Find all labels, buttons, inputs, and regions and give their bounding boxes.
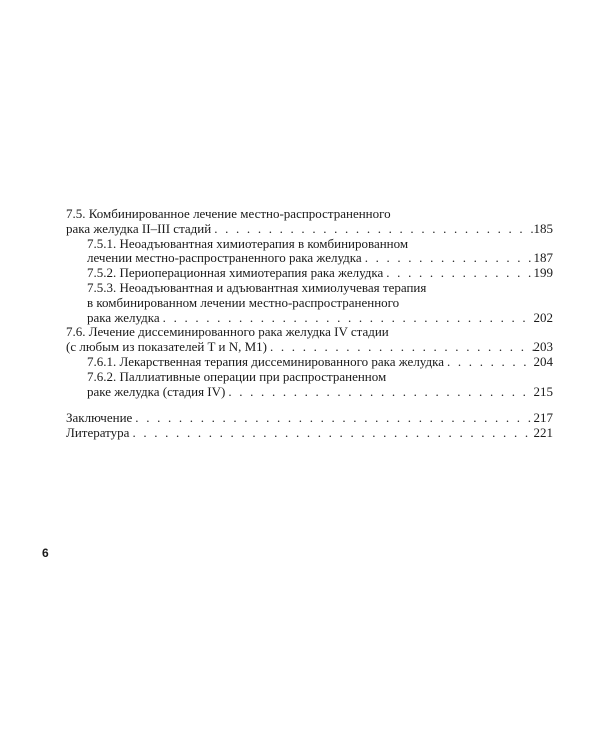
toc-page-number: 221 <box>533 425 553 441</box>
dot-leader <box>362 251 534 266</box>
toc-line <box>87 266 553 281</box>
toc-line <box>66 325 553 340</box>
toc-entry-title: рака желудка II–III стадий <box>66 220 212 236</box>
toc-entry-title: 7.5.2. Периоперационная химиотерапия рака желудка <box>87 265 384 281</box>
table-of-contents <box>66 207 553 441</box>
section-spacer <box>66 399 553 411</box>
toc-entry-title: рака желудка <box>87 309 160 325</box>
toc-entry-7-6-1 <box>66 355 553 370</box>
dot-leader <box>211 222 533 237</box>
dot-leader <box>225 385 533 400</box>
toc-entry-7-6-2 <box>66 370 553 400</box>
toc-entry-title: 7.5. Комбинированное лечение местно-распространенного <box>66 206 391 221</box>
toc-line <box>66 426 553 441</box>
toc-page-number: 185 <box>533 220 553 236</box>
toc-entry-title: раке желудка (стадия IV) <box>87 383 226 399</box>
toc-entry-7-5-2 <box>66 266 553 281</box>
toc-page-number: 203 <box>533 339 553 355</box>
page-number: 6 <box>42 546 49 560</box>
toc-entry-title: (с любым из показателей T и N, M1) <box>66 339 267 355</box>
toc-entry-title: Заключение <box>66 410 133 426</box>
toc-entry-title: Литература <box>66 425 130 441</box>
dot-leader <box>129 426 533 441</box>
toc-entry-literature <box>66 426 553 441</box>
toc-entry-7-5-1 <box>66 237 553 267</box>
dot-leader <box>444 355 534 370</box>
dot-leader <box>160 311 534 326</box>
toc-entry-title: 7.6.2. Паллиативные операции при распространенном <box>87 368 387 384</box>
toc-page-number: 187 <box>533 250 553 266</box>
toc-line <box>87 296 553 311</box>
toc-line <box>66 411 553 426</box>
toc-entry-title: 7.6. Лечение диссеминированного рака желудка IV стадии <box>66 324 389 340</box>
toc-line <box>87 281 553 296</box>
toc-line <box>66 340 553 355</box>
toc-line <box>87 237 553 252</box>
toc-line <box>87 355 553 370</box>
toc-line <box>87 385 553 400</box>
toc-entry-7-6 <box>66 325 553 355</box>
toc-entry-title: лечении местно-распространенного рака желудка <box>87 250 362 266</box>
toc-line <box>66 207 553 222</box>
toc-entry-title: 7.5.1. Неоадъювантная химиотерапия в комбинированном <box>87 235 409 251</box>
toc-page-number: 217 <box>533 410 553 426</box>
toc-page-number: 215 <box>533 383 553 399</box>
toc-entry-7-5-3 <box>66 281 553 325</box>
toc-line <box>87 370 553 385</box>
dot-leader <box>267 340 534 355</box>
toc-page-number: 202 <box>533 309 553 325</box>
toc-entry-7-5 <box>66 207 553 237</box>
toc-line <box>66 222 553 237</box>
dot-leader <box>132 411 533 426</box>
toc-entry-title: 7.5.3. Неоадъювантная и адъювантная химиолучевая терапия <box>87 279 427 295</box>
toc-page-number: 204 <box>533 353 553 369</box>
toc-entry-conclusion <box>66 411 553 426</box>
toc-entry-title: в комбинированном лечении местно-распространенного <box>87 294 400 310</box>
toc-line <box>87 311 553 326</box>
toc-line <box>87 251 553 266</box>
toc-page-number: 199 <box>533 265 553 281</box>
dot-leader <box>383 266 533 281</box>
toc-entry-title: 7.6.1. Лекарственная терапия диссеминированного рака желудка <box>87 353 444 369</box>
